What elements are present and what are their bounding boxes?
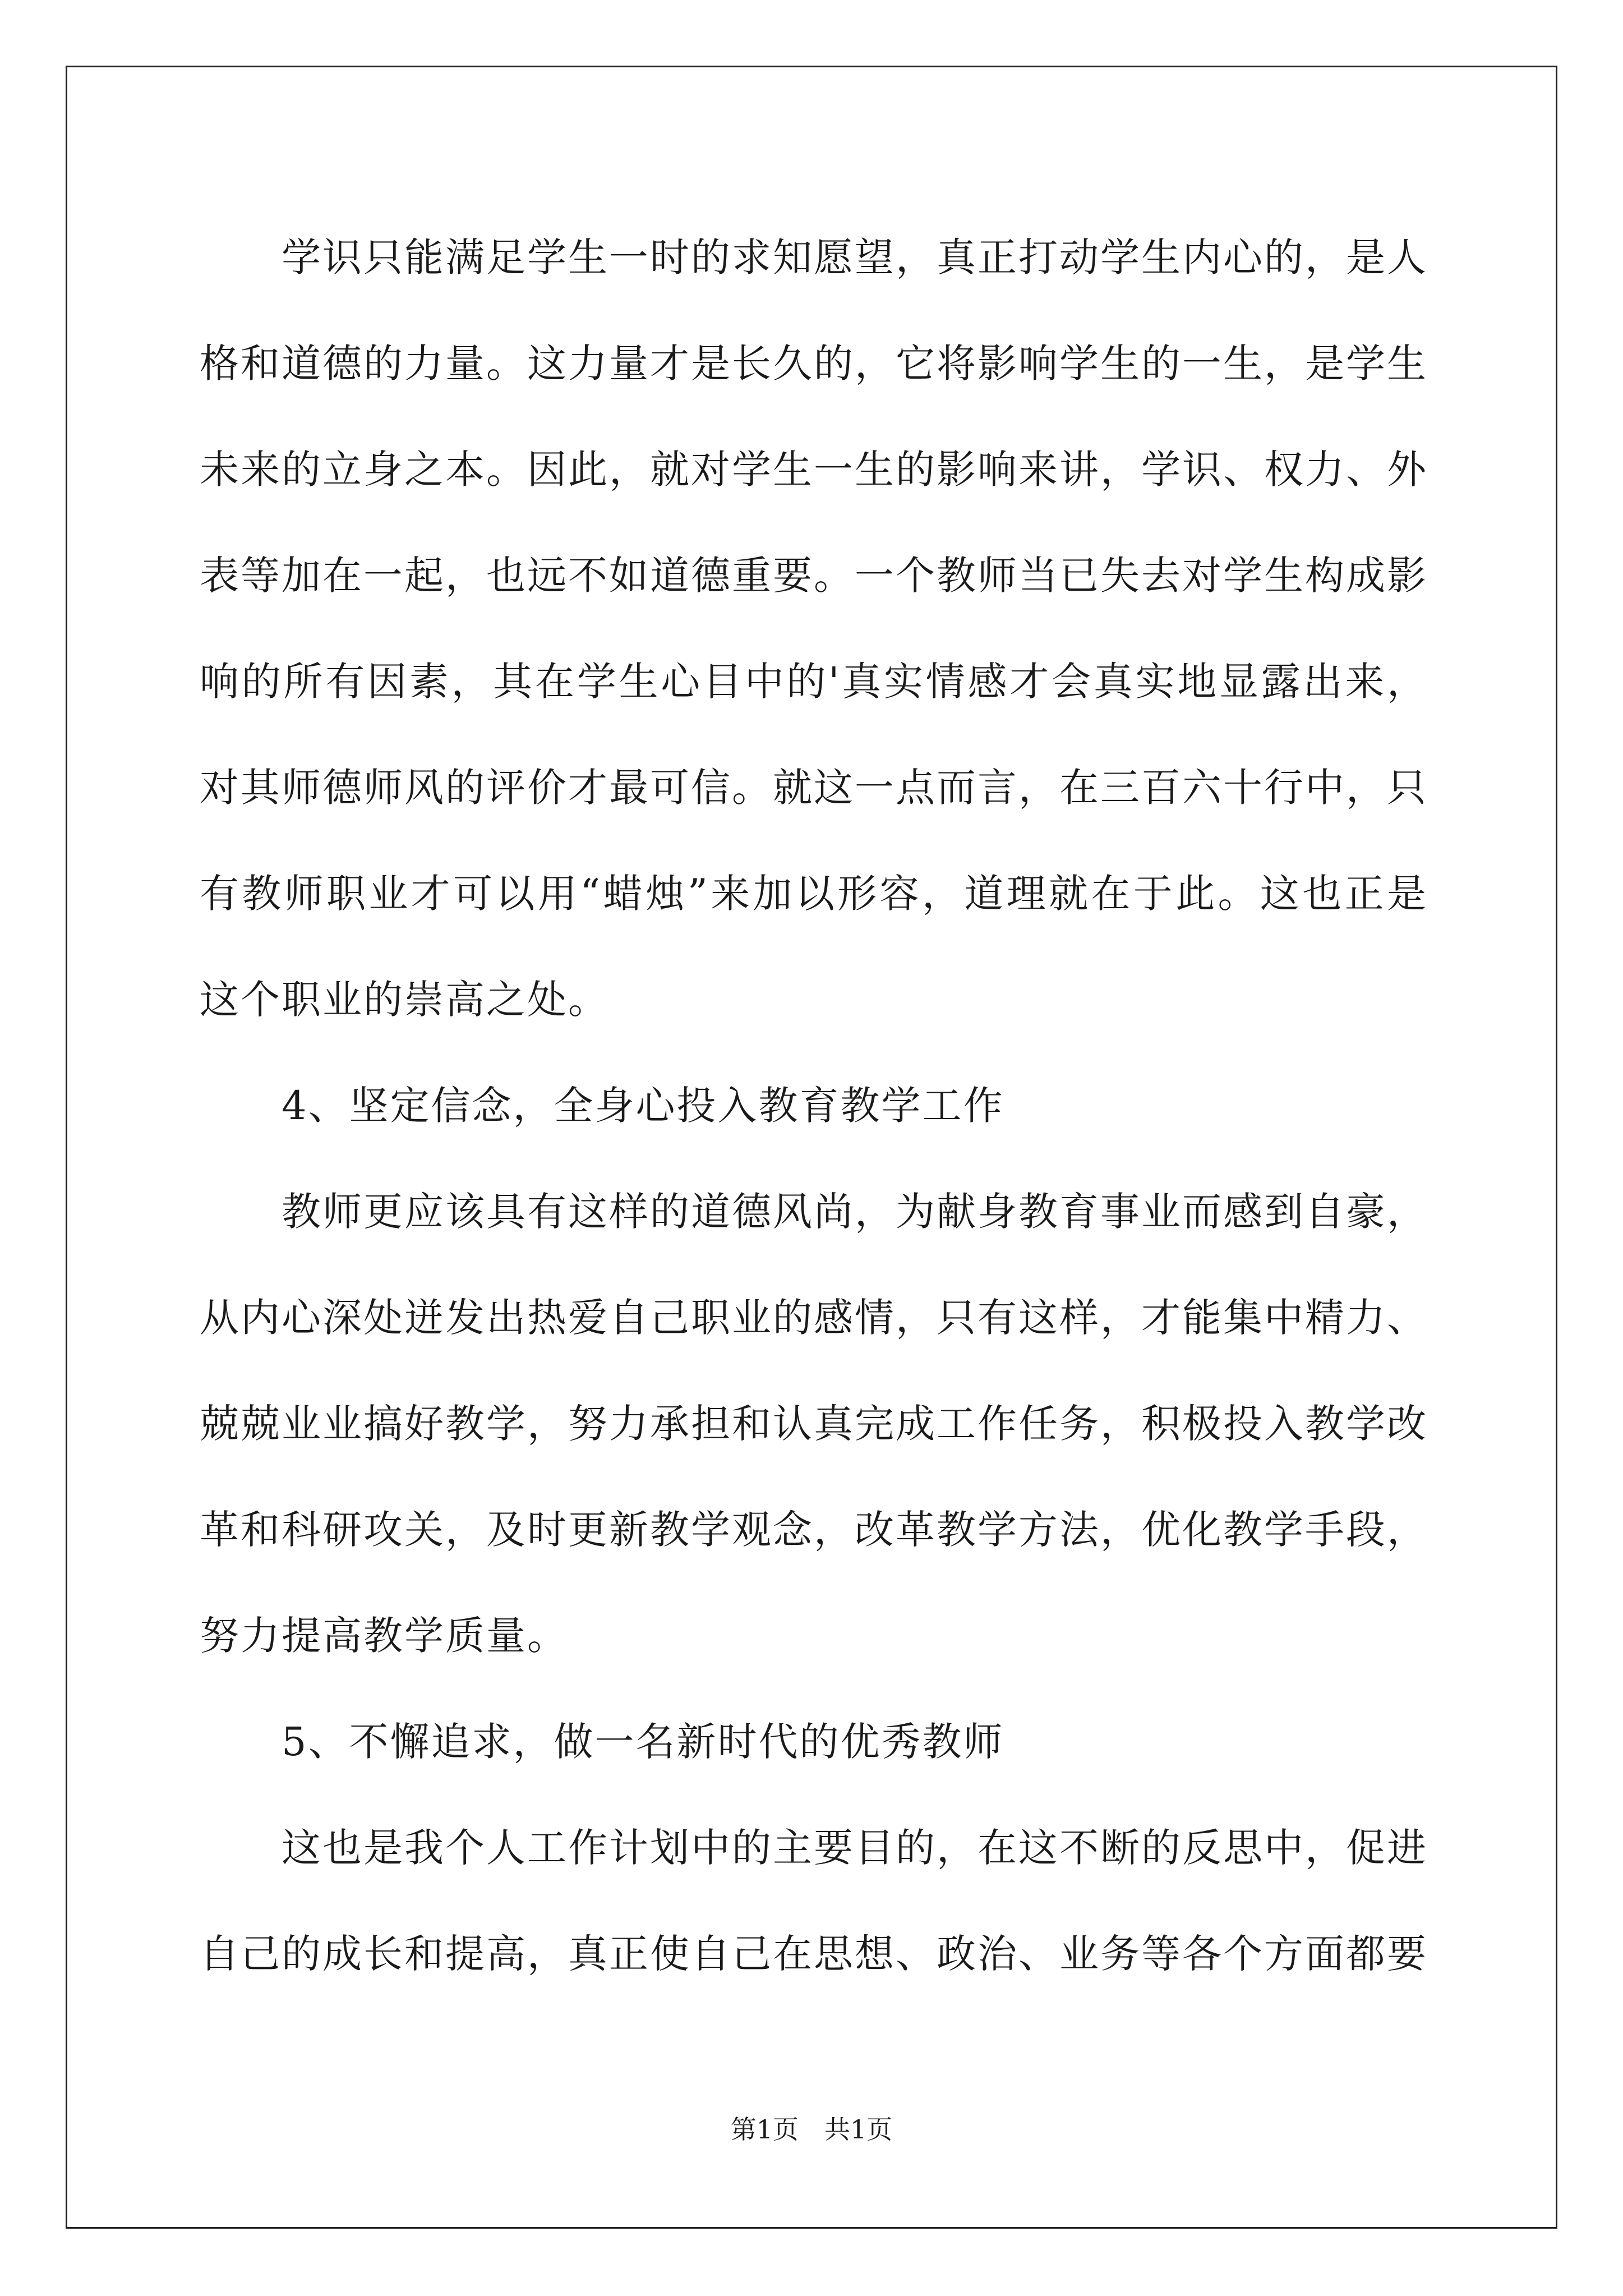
paragraph-3: 这也是我个人工作计划中的主要目的，在这不断的反思中，促进自己的成长和提高，真正使自己在思想、政治、业务等各个方面都要 bbox=[200, 1825, 1428, 1977]
paragraph-1: 学识只能满足学生一时的求知愿望，真正打动学生内心的，是人格和道德的力量。这力量才是长久的，它将影响学生的一生，是学生未来的立身之本。因此，就对学生一生的影响来讲，学识、权力、外表等加在一起，也远不如道德重要。一个教师当已失去对学生构成影响的所有因素，其在学生心目中的'真实情感才会真实地显露出来，对其师德师风的评价才最可信。就这一点而言，在三百六十行中，只有教师职业才可以用“蜡烛”来加以形容，道理就在于此。这也正是这个职业的崇高之处。 bbox=[200, 234, 1428, 1023]
section-heading-5: 5、不懈追求，做一名新时代的优秀教师 bbox=[282, 1719, 1004, 1765]
section-heading-4: 4、坚定信念，全身心投入教育教学工作 bbox=[282, 1083, 1004, 1129]
page-footer: 第1页 共1页 bbox=[730, 2114, 893, 2145]
document-body bbox=[200, 205, 1428, 2007]
paragraph-2: 教师更应该具有这样的道德风尚，为献身教育事业而感到自豪，从内心深处迸发出热爱自己职业的感情，只有这样，才能集中精力、兢兢业业搞好教学，努力承担和认真完成工作任务，积极投入教学改革和科研攻关，及时更新教学观念，改革教学方法，优化教学手段，努力提高教学质量。 bbox=[200, 1189, 1428, 1659]
